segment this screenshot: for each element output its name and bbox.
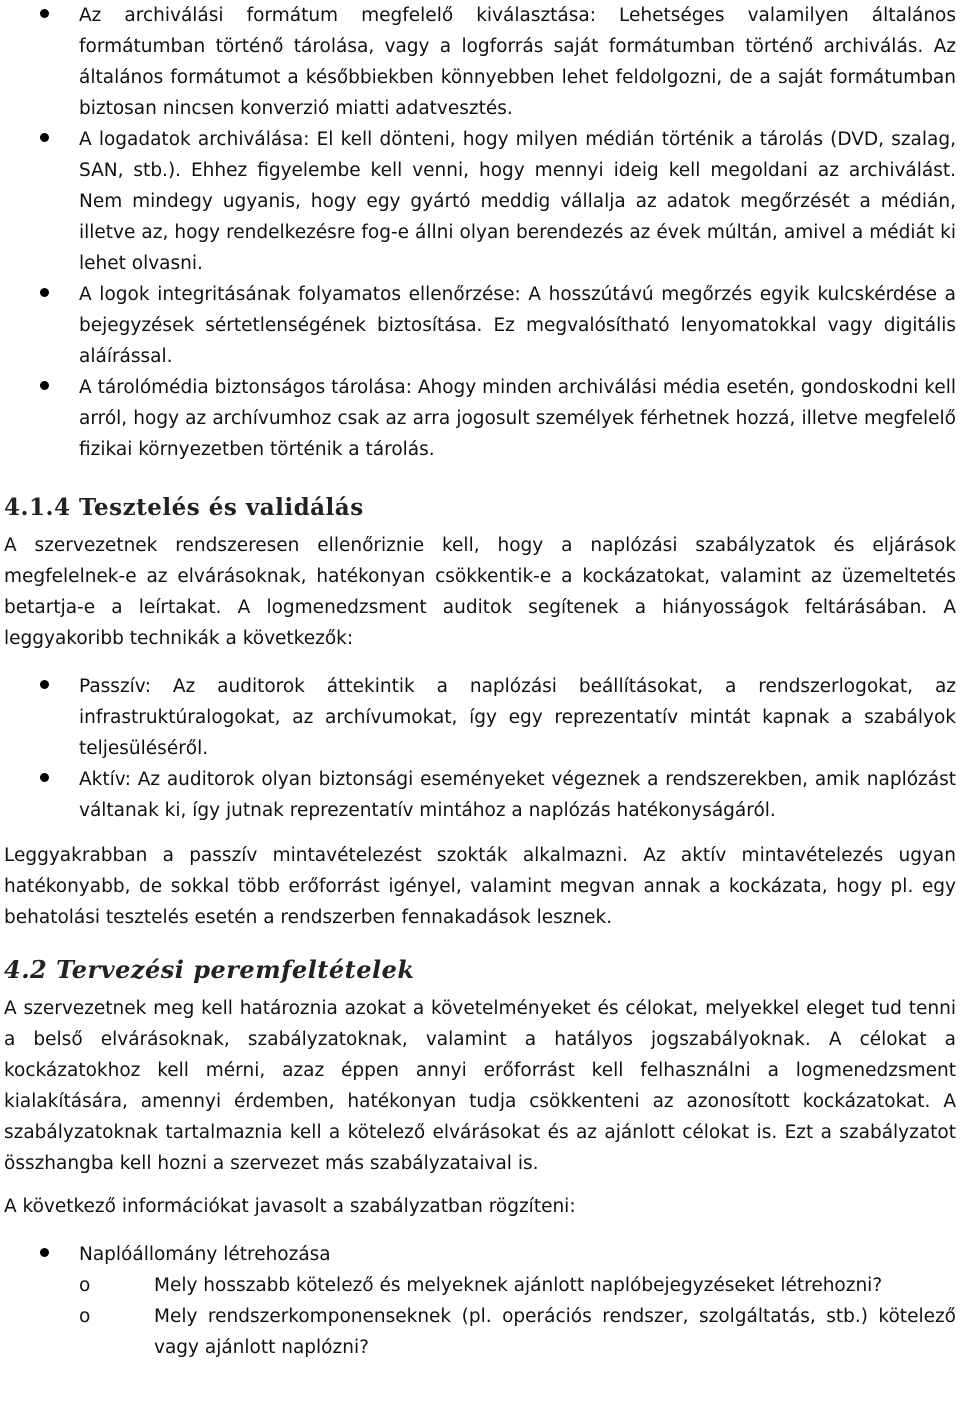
circle-marker-icon: o (79, 1306, 91, 1327)
sub-list-item: o Mely hosszabb kötelező és melyeknek ajánlott naplóbejegyzéseket létrehozni? (79, 1270, 956, 1301)
list-item: Passzív: Az auditorok áttekintik a naplózási beállításokat, a rendszerlogokat, az infrastruktúralogokat, az archívumokat, így egy reprezentatív mintát kapnak a szabályok teljesüléséről. (4, 671, 956, 764)
document-page (4, 0, 956, 1363)
bullet-icon (40, 1248, 49, 1257)
section-heading-4-1-4: 4.1.4 Tesztelés és validálás (4, 494, 364, 521)
bullet-icon (40, 773, 49, 782)
section-4-2-paragraph: A szervezetnek meg kell határoznia azokat a követelményeket és célokat, melyekkel eleget tud tenni a belső elvárásoknak, szabályzatoknak, valamint a hatályos jogszabályoknak. A célokat a kockázatokhoz kell mérni, azaz éppen annyi erőforrást kell felhasználni a logmenedzsment kialakítására, amennyi érdemben, hatékonyan tudja csökkenteni az azonosított kockázatokat. A szabályzatoknak tartalmaznia kell a kötelező elvárásokat és az ajánlott célokat is. Ezt a szabályzatot összhangba kell hozni a szervezet más szabályzataival is. (4, 998, 956, 1174)
bullet-icon (40, 9, 49, 18)
bullet-icon (40, 680, 49, 689)
section-4-1-4-intro: A szervezetnek rendszeresen ellenőriznie kell, hogy a naplózási szabályzatok és eljárások megfelelnek-e az elvárásoknak, hatékonyan csökkentik-e a kockázatokat, valamint az üzemeltetés betartja-e a leírtakat. A logmenedzsment auditok segítenek a hiányosságok feltárásában. A leggyakoribb technikák a következők: (4, 535, 956, 649)
section-heading-4-2: 4.2 Tervezési peremfeltételek (4, 955, 415, 984)
circle-marker-icon: o (79, 1275, 91, 1296)
policy-items-list (4, 1239, 956, 1363)
section-4-1-4-closing: Leggyakrabban a passzív mintavételezést szokták alkalmazni. Az aktív mintavételezés ugyan hatékonyabb, de sokkal több erőforrást igényel, valamint megvan annak a kockázata, hogy pl. egy behatolási tesztelés esetén a rendszerben fennakadások lesznek. (4, 845, 956, 928)
bullet-icon (40, 133, 49, 142)
sub-list-item: o Mely rendszerkomponenseknek (pl. operációs rendszer, szolgáltatás, stb.) kötelező vagy ajánlott naplózni? (79, 1301, 956, 1363)
bullet-icon (40, 381, 49, 390)
list-item: A tárolómédia biztonságos tárolása: Ahogy minden archiválási média esetén, gondoskodni kell arról, hogy az archívumhoz csak az arra jogosult személyek férhetnek hozzá, illetve megfelelő fizikai környezetben történik a tárolás. (4, 372, 956, 465)
list-item: Naplóállomány létrehozása o Mely hosszabb kötelező és melyeknek ajánlott naplóbejegyzéseket létrehozni? o Mely rendszerkomponenseknek (pl. operációs rendszer, szolgáltatás, stb.) kötelező vagy ajánlott naplózni? (4, 1239, 956, 1363)
section-4-2-list-intro: A következő információkat javasolt a szabályzatban rögzíteni: (4, 1196, 576, 1217)
bullet-icon (40, 288, 49, 297)
archiving-list (4, 0, 956, 465)
list-item: Aktív: Az auditorok olyan biztonsági eseményeket végeznek a rendszerekben, amik naplózást váltanak ki, így jutnak reprezentatív mintához a naplózás hatékonyságáról. (4, 764, 956, 826)
list-item: Az archiválási formátum megfelelő kiválasztása: Lehetséges valamilyen általános formátumban történő tárolása, vagy a logforrás saját formátumban történő archiválás. Az általános formátumot a későbbiekben könnyebben lehet feldolgozni, de a saját formátumban biztosan nincsen konverzió miatti adatvesztés. (4, 0, 956, 124)
list-item: A logadatok archiválása: El kell dönteni, hogy milyen médián történik a tárolás (DVD, szalag, SAN, stb.). Ehhez figyelembe kell venni, hogy mennyi ideig kell megoldani az archiválást. Nem mindegy ugyanis, hogy egy gyártó meddig vállalja az adatok megőrzését a médián, illetve az, hogy rendelkezésre fog-e állni olyan berendezés az évek múltán, amivel a médiát ki lehet olvasni. (4, 124, 956, 279)
list-item: A logok integritásának folyamatos ellenőrzése: A hosszútávú megőrzés egyik kulcskérdése a bejegyzések sértetlenségének biztosítása. Ez megvalósítható lenyomatokkal vagy digitális aláírással. (4, 279, 956, 372)
policy-sub-list (79, 1270, 956, 1363)
audit-techniques-list (4, 671, 956, 826)
